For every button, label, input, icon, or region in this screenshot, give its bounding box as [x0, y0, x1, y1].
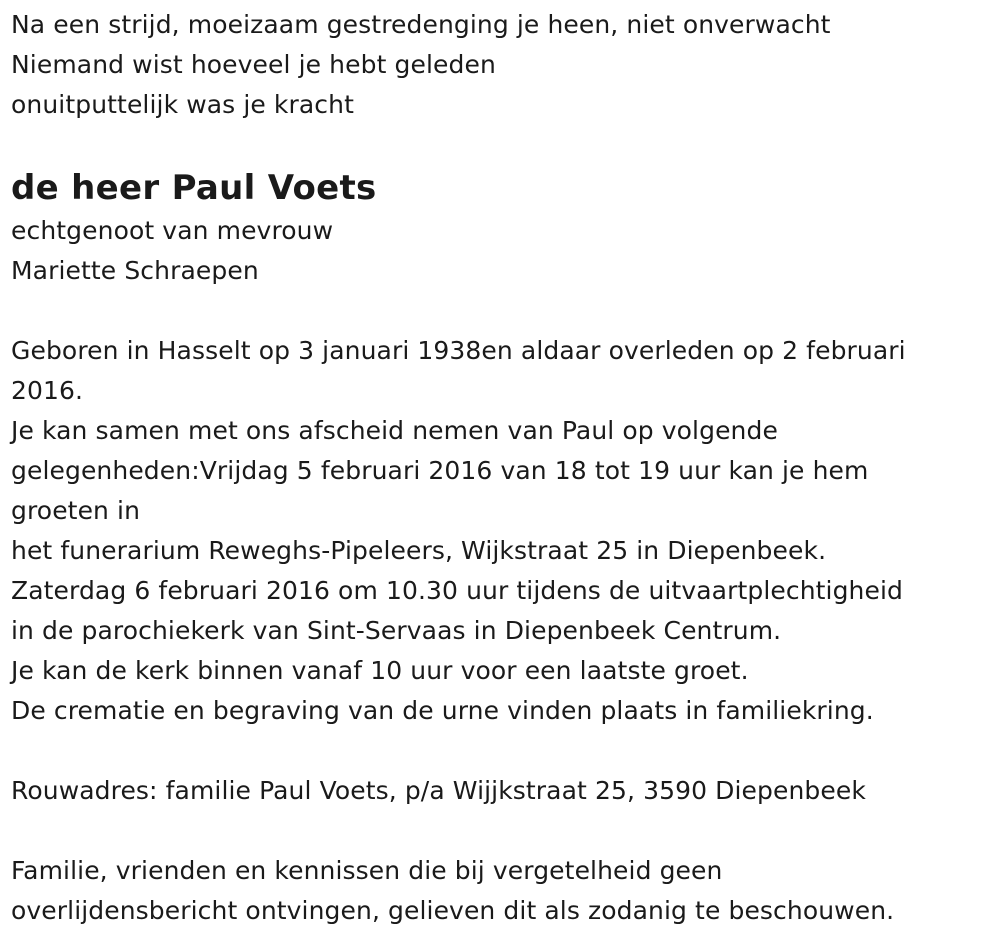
details-line: in de parochiekerk van Sint-Servaas in Diepenbeek Centrum. — [11, 616, 782, 645]
poem-line: Niemand wist hoeveel je hebt geleden — [11, 50, 496, 79]
closing-note — [11, 851, 986, 931]
poem-line: onuitputtelijk was je kracht — [11, 90, 354, 119]
details — [11, 331, 986, 731]
spacer — [11, 811, 986, 851]
mourning-address: Rouwadres: familie Paul Voets, p/a Wijjkstraat 25, 3590 Diepenbeek — [11, 776, 866, 805]
closing-line: Familie, vrienden en kennissen die bij vergetelheid geen — [11, 856, 723, 885]
spacer — [11, 731, 986, 771]
spacer — [11, 291, 986, 331]
details-line: gelegenheden:Vrijdag 5 februari 2016 van 18 tot 19 uur kan je hem — [11, 456, 869, 485]
details-line: Zaterdag 6 februari 2016 om 10.30 uur tijdens de uitvaartplechtigheid — [11, 576, 903, 605]
poem — [11, 5, 986, 125]
details-line: Je kan de kerk binnen vanaf 10 uur voor een laatste groet. — [11, 656, 749, 685]
details-line: Geboren in Hasselt op 3 januari 1938en aldaar overleden op 2 februari — [11, 336, 906, 365]
details-line: De crematie en begraving van de urne vinden plaats in familiekring. — [11, 696, 874, 725]
spouse-name: Mariette Schraepen — [11, 256, 259, 285]
details-line: groeten in — [11, 496, 141, 525]
obituary-text — [11, 0, 986, 931]
details-line: Je kan samen met ons afscheid nemen van Paul op volgende — [11, 416, 778, 445]
details-line: 2016. — [11, 376, 84, 405]
details-line: het funerarium Reweghs-Pipeleers, Wijkstraat 25 in Diepenbeek. — [11, 536, 827, 565]
poem-line: Na een strijd, moeizaam gestredenging je heen, niet onverwacht — [11, 10, 831, 39]
spouse-line: echtgenoot van mevrouw — [11, 216, 334, 245]
deceased-name: de heer Paul Voets — [11, 168, 377, 208]
closing-line: overlijdensbericht ontvingen, gelieven dit als zodanig te beschouwen. — [11, 896, 895, 925]
